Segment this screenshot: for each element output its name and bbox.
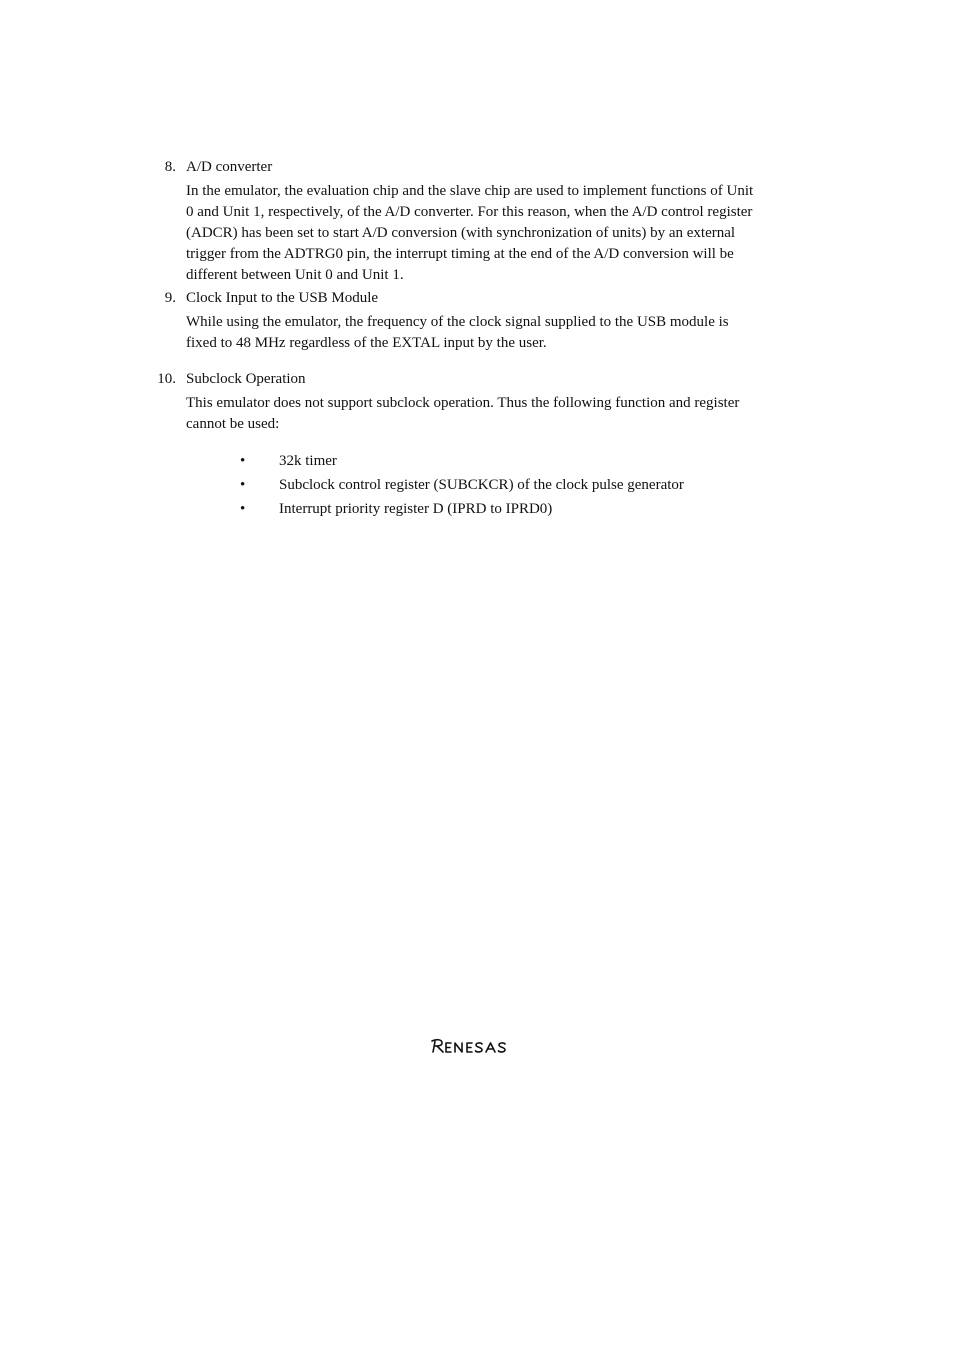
paragraph-line: trigger from the ADTRG0 pin, the interrupt timing at the end of the A/D conversion will be [186, 246, 734, 262]
bullet-icon: • [240, 453, 246, 469]
list-item [0, 499, 954, 520]
section-number: 9. [164, 290, 176, 306]
section-paragraph [186, 181, 806, 286]
section-paragraph [186, 312, 806, 354]
section-heading: A/D converter [186, 159, 273, 175]
bullet-icon: • [240, 501, 246, 517]
section-heading: Subclock Operation [186, 371, 306, 387]
list-item-text: Interrupt priority register D (IPRD to IPRD0) [279, 501, 553, 517]
paragraph-line: (ADCR) has been set to start A/D conversion (with synchronization of units) by an external [186, 225, 736, 241]
paragraph-line: In the emulator, the evaluation chip and the slave chip are used to implement functions of Unit [186, 183, 754, 199]
section-number: 10. [157, 371, 176, 387]
renesas-logo-icon [431, 1037, 531, 1055]
list-item [0, 475, 954, 496]
bullet-icon: • [240, 477, 246, 493]
paragraph-line: cannot be used: [186, 416, 280, 432]
paragraph-line: 0 and Unit 1, respectively, of the A/D converter. For this reason, when the A/D control register [186, 204, 753, 220]
list-item [0, 451, 954, 472]
paragraph-line: fixed to 48 MHz regardless of the EXTAL input by the user. [186, 335, 547, 351]
list-item-text: 32k timer [279, 453, 337, 469]
paragraph-line: different between Unit 0 and Unit 1. [186, 267, 404, 283]
section-number: 8. [164, 159, 176, 175]
list-item-text: Subclock control register (SUBCKCR) of the clock pulse generator [279, 477, 684, 493]
section-heading: Clock Input to the USB Module [186, 290, 379, 306]
section-paragraph [186, 393, 806, 435]
paragraph-line: This emulator does not support subclock operation. Thus the following function and register [186, 395, 740, 411]
paragraph-line: While using the emulator, the frequency of the clock signal supplied to the USB module is [186, 314, 729, 330]
